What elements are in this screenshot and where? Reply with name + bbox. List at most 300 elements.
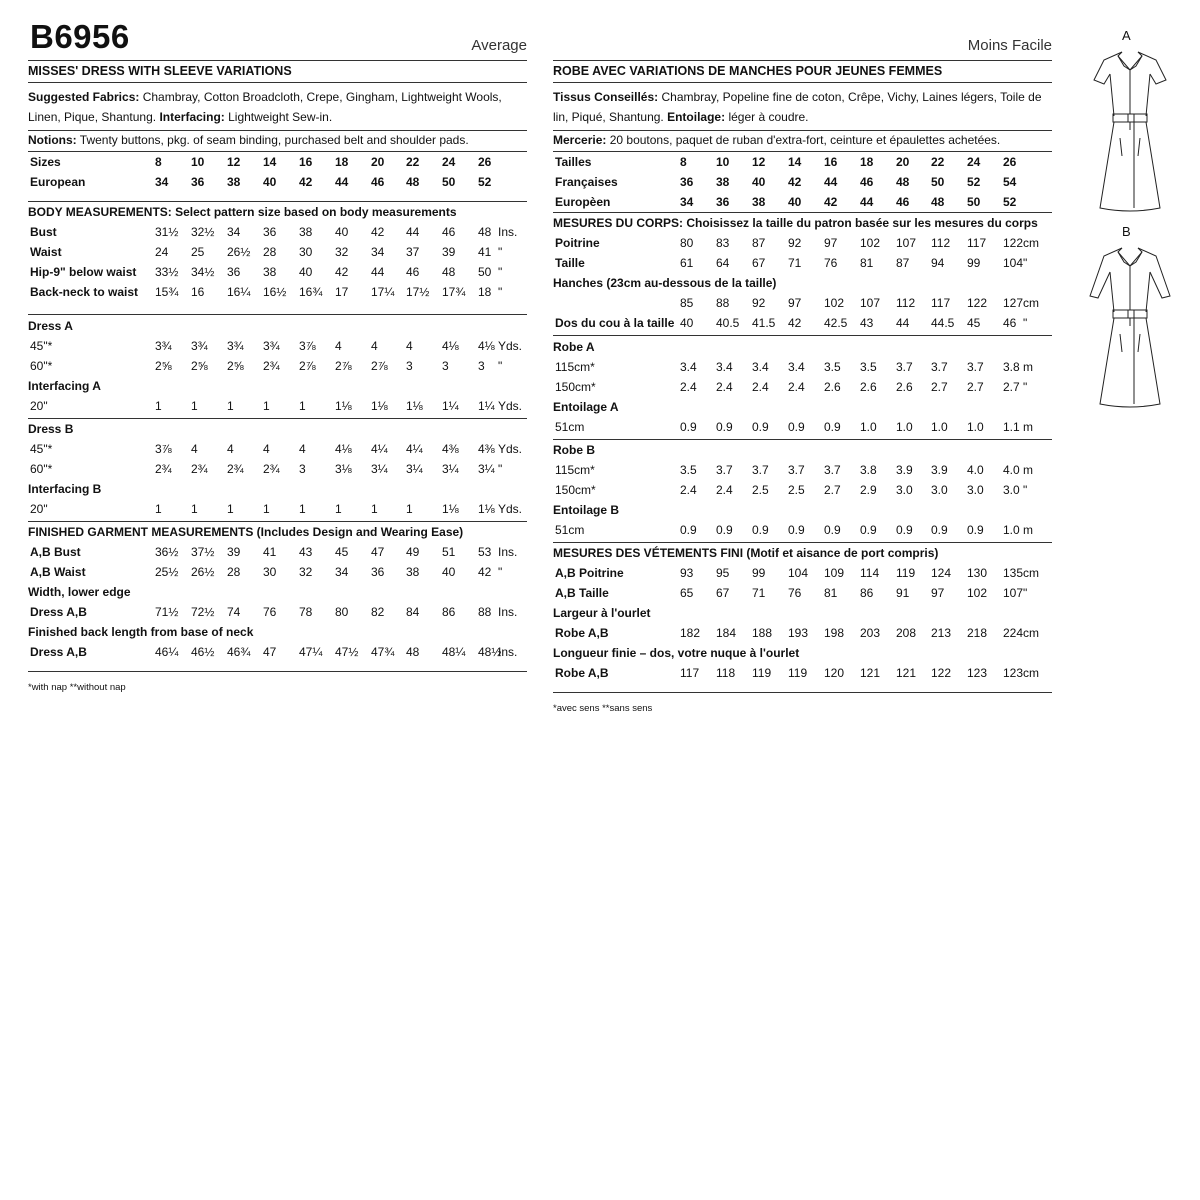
- cell-value: 1¼: [442, 398, 459, 413]
- cell-value: 36: [263, 224, 277, 239]
- robe-a-heading: Robe A: [553, 339, 595, 354]
- length-table: [28, 642, 527, 662]
- cell-value: 92: [752, 295, 766, 310]
- table-row: [553, 663, 1052, 683]
- row-label: 60"*: [30, 358, 53, 373]
- cell-value: 3: [478, 358, 485, 373]
- robe-a-yardage: [553, 357, 1052, 397]
- row-label: Back-neck to waist: [30, 284, 139, 299]
- cell-value: 41: [263, 544, 277, 559]
- dress-b-illustration: [1084, 242, 1176, 412]
- body-measurements-table: [28, 222, 527, 302]
- notions-paragraph-fr: [553, 130, 1052, 152]
- unit-label: m: [1023, 359, 1033, 374]
- cell-value: 32: [335, 244, 349, 259]
- cell-value: 4: [227, 441, 234, 456]
- cell-value: 3.7: [967, 359, 984, 374]
- cell-value: 121: [896, 665, 917, 680]
- cell-value: 2.6: [824, 379, 841, 394]
- size-cell: 36: [680, 174, 694, 189]
- cell-value: 3: [406, 358, 413, 373]
- cell-value: 81: [860, 255, 874, 270]
- row-label: 20": [30, 398, 48, 413]
- notions-text-fr: 20 boutons, paquet de ruban d'extra-fort, ceinture et épaulettes achetées.: [606, 133, 1001, 147]
- cell-value: 24: [155, 244, 169, 259]
- cell-value: 2⅞: [299, 358, 316, 373]
- entoilage-a-heading: Entoilage A: [553, 399, 619, 414]
- cell-value: 3.8: [1003, 359, 1020, 374]
- cell-value: 1: [227, 398, 234, 413]
- cell-value: 2.7: [931, 379, 948, 394]
- cell-value: 97: [931, 585, 945, 600]
- cell-value: 1: [299, 501, 306, 516]
- cell-value: 3⅛: [335, 461, 352, 476]
- cell-value: 3⅞: [155, 441, 172, 456]
- interfacing-label-fr: Entoilage:: [667, 109, 726, 124]
- cell-value: 1.1: [1003, 419, 1020, 434]
- length-table-fr: [553, 663, 1052, 683]
- cell-value: 71½: [155, 604, 179, 619]
- unit-label: m: [1023, 419, 1033, 434]
- notions-paragraph: [28, 130, 527, 152]
- size-cell: 12: [752, 154, 766, 169]
- length-heading: Finished back length from base of neck: [28, 624, 254, 639]
- cell-value: 2⅝: [227, 358, 244, 373]
- row-label: Dos du cou à la taille: [555, 315, 675, 330]
- cell-value: 2.6: [860, 379, 877, 394]
- cell-value: 53: [478, 544, 492, 559]
- table-row: [28, 459, 527, 479]
- cell-value: 93: [680, 565, 694, 580]
- size-cell: 22: [931, 154, 945, 169]
- fabrics-label-fr: Tissus Conseillés:: [553, 90, 659, 104]
- cell-value: 112: [896, 295, 916, 310]
- cell-value: 2¾: [263, 461, 280, 476]
- cell-value: 102: [824, 295, 845, 310]
- cell-value: 2.4: [716, 482, 733, 497]
- row-label: 115cm*: [555, 359, 595, 374]
- interfacing-text: Lightweight Sew-in.: [224, 109, 333, 124]
- width-table: [28, 602, 527, 622]
- cell-value: 28: [227, 564, 241, 579]
- row-label: European: [30, 174, 86, 189]
- cell-value: 1⅛: [335, 398, 352, 413]
- view-a-letter: A: [1122, 28, 1131, 43]
- cell-value: 2⅞: [371, 358, 388, 373]
- row-label: Dress A,B: [30, 604, 87, 619]
- row-label: Sizes: [30, 154, 61, 169]
- cell-value: 87: [752, 235, 766, 250]
- cell-value: 117: [931, 295, 951, 310]
- size-cell: 50: [931, 174, 945, 189]
- cell-value: 3.7: [931, 359, 948, 374]
- size-cell: 52: [478, 174, 492, 189]
- cell-value: 4¼: [371, 441, 388, 456]
- cell-value: 123: [967, 665, 988, 680]
- cell-value: 40: [299, 264, 313, 279]
- cell-value: 1.0: [1003, 522, 1020, 537]
- cell-value: 94: [931, 255, 945, 270]
- cell-value: 47¼: [299, 644, 323, 659]
- cell-value: 47: [263, 644, 277, 659]
- cell-value: 188: [752, 625, 773, 640]
- difficulty-level-fr: Moins Facile: [967, 37, 1052, 54]
- cell-value: 3.8: [860, 462, 877, 477]
- unit-label: cm: [1023, 665, 1039, 680]
- cell-value: 4⅛: [442, 338, 459, 353]
- fabrics-text: Chambray, Cotton Broadcloth, Crepe, Gingham, Lightweight Wools, Linen, Pique, Shantung.: [28, 90, 502, 124]
- cell-value: 1⅛: [371, 398, 388, 413]
- cell-value: 0.9: [752, 419, 769, 434]
- cell-value: 40.5: [716, 315, 740, 330]
- interfacing-a-heading: Interfacing A: [28, 378, 101, 393]
- cell-value: 3.7: [788, 462, 805, 477]
- cell-value: 224: [1003, 625, 1024, 640]
- cell-value: 2.6: [896, 379, 913, 394]
- row-label: Taille: [555, 255, 585, 270]
- size-cell: 10: [716, 154, 730, 169]
- robe-b-yardage: [553, 460, 1052, 500]
- size-cell: 52: [1003, 194, 1017, 209]
- cell-value: 84: [406, 604, 420, 619]
- cell-value: 72½: [191, 604, 215, 619]
- cell-value: 0.9: [860, 522, 877, 537]
- cell-value: 1.0: [967, 419, 984, 434]
- size-cell: 44: [335, 174, 349, 189]
- cell-value: 1⅛: [406, 398, 423, 413]
- cell-value: 1¼: [478, 398, 495, 413]
- cell-value: 4: [263, 441, 270, 456]
- cell-value: 4⅜: [478, 441, 495, 456]
- cell-value: 1: [227, 501, 234, 516]
- table-row: [553, 460, 1052, 480]
- cell-value: 0.9: [931, 522, 948, 537]
- unit-label: Yds.: [498, 398, 523, 413]
- cell-value: 38: [263, 264, 277, 279]
- table-row: [28, 602, 527, 622]
- cell-value: 3.7: [752, 462, 769, 477]
- cell-value: 39: [442, 244, 456, 259]
- hips-table-fr: [553, 293, 1052, 333]
- cell-value: 42.5: [824, 315, 848, 330]
- cell-value: 4⅛: [478, 338, 495, 353]
- size-cell: 50: [967, 194, 981, 209]
- cell-value: 117: [680, 665, 700, 680]
- row-label: Robe A,B: [555, 665, 609, 680]
- size-cell: 48: [406, 174, 420, 189]
- cell-value: 0.9: [716, 419, 733, 434]
- cell-value: 99: [967, 255, 981, 270]
- size-cell: 44: [860, 194, 874, 209]
- cell-value: 104: [1003, 255, 1024, 270]
- size-cell: 36: [191, 174, 205, 189]
- unit-label: m: [1023, 522, 1033, 537]
- dress-a-heading: Dress A: [28, 318, 73, 333]
- cell-value: 102: [967, 585, 988, 600]
- cell-value: 87: [896, 255, 910, 270]
- size-cell: 54: [1003, 174, 1017, 189]
- cell-value: 0.9: [680, 522, 697, 537]
- cell-value: 4: [371, 338, 378, 353]
- cell-value: 36: [371, 564, 385, 579]
- size-cell: 12: [227, 154, 241, 169]
- hips-heading-fr: Hanches (23cm au-dessous de la taille): [553, 275, 777, 290]
- cell-value: 16½: [263, 284, 287, 299]
- unit-label: cm: [1023, 625, 1039, 640]
- table-row: [553, 253, 1052, 273]
- cell-value: 1: [155, 501, 162, 516]
- cell-value: 32½: [191, 224, 215, 239]
- size-cell: 46: [860, 174, 874, 189]
- cell-value: 74: [227, 604, 241, 619]
- cell-value: 26½: [227, 244, 251, 259]
- cell-value: 121: [860, 665, 881, 680]
- size-cell: 22: [406, 154, 420, 169]
- cell-value: 4: [335, 338, 342, 353]
- french-column: [553, 0, 1052, 714]
- size-cell: 42: [299, 174, 313, 189]
- notions-label-fr: Mercerie:: [553, 133, 607, 147]
- cell-value: 0.9: [752, 522, 769, 537]
- cell-value: 44: [371, 264, 385, 279]
- unit-label: ": [498, 461, 503, 476]
- table-row: [28, 396, 527, 416]
- cell-value: 2.5: [752, 482, 769, 497]
- cell-value: 48¼: [442, 644, 466, 659]
- cell-value: 43: [860, 315, 874, 330]
- dress-b-yardage: [28, 439, 527, 479]
- table-row: [28, 499, 527, 519]
- cell-value: 99: [752, 565, 766, 580]
- cell-value: 2¾: [155, 461, 172, 476]
- cell-value: 109: [824, 565, 845, 580]
- cell-value: 16: [191, 284, 205, 299]
- cell-value: 3.4: [716, 359, 733, 374]
- row-label: Europèen: [555, 194, 611, 209]
- table-row: [28, 562, 527, 582]
- cell-value: 119: [788, 665, 808, 680]
- size-cell: 34: [680, 194, 694, 209]
- cell-value: 18: [478, 284, 492, 299]
- unit-label: m: [1023, 462, 1033, 477]
- finished-measurements-table-fr: [553, 563, 1052, 603]
- size-cell: 40: [263, 174, 277, 189]
- cell-value: 3⅞: [299, 338, 316, 353]
- entoilage-a-yardage: [553, 417, 1052, 437]
- cell-value: 46½: [191, 644, 215, 659]
- cell-value: 1: [263, 398, 270, 413]
- cell-value: 2.4: [680, 379, 697, 394]
- table-row: [553, 172, 1052, 192]
- table-row: [28, 336, 527, 356]
- size-cell: 44: [824, 174, 838, 189]
- size-cell: 42: [824, 194, 838, 209]
- cell-value: 41: [478, 244, 492, 259]
- cell-value: 114: [860, 565, 880, 580]
- size-cell: 40: [788, 194, 802, 209]
- table-row: [553, 520, 1052, 540]
- row-label: Robe A,B: [555, 625, 609, 640]
- unit-label: ": [1023, 315, 1028, 330]
- dress-a-yardage: [28, 336, 527, 376]
- unit-label: ": [498, 264, 503, 279]
- size-cell: 24: [442, 154, 456, 169]
- row-label: 45"*: [30, 338, 53, 353]
- cell-value: 119: [896, 565, 916, 580]
- cell-value: 71: [788, 255, 802, 270]
- unit-label: ": [1023, 255, 1028, 270]
- cell-value: 3.4: [680, 359, 697, 374]
- cell-value: 218: [967, 625, 988, 640]
- notions-label: Notions:: [28, 133, 77, 147]
- cell-value: 118: [716, 665, 736, 680]
- fabrics-text-fr: Chambray, Popeline fine de coton, Crêpe, Vichy, Laines légers, Toile de lin, Piqué, Shantung.: [553, 90, 1042, 124]
- finished-measurements-table: [28, 542, 527, 582]
- cell-value: 4¼: [406, 441, 423, 456]
- cell-value: 15¾: [155, 284, 179, 299]
- row-label: Hip-9" below waist: [30, 264, 137, 279]
- unit-label: ": [1023, 482, 1028, 497]
- cell-value: 119: [752, 665, 772, 680]
- cell-value: 3¼: [478, 461, 495, 476]
- length-heading-fr: Longueur finie – dos, votre nuque à l'ourlet: [553, 645, 800, 660]
- cell-value: 3.5: [824, 359, 841, 374]
- fabrics-paragraph: [28, 88, 527, 127]
- table-row: [28, 262, 527, 282]
- interfacing-text-fr: léger à coudre.: [725, 109, 809, 124]
- cell-value: 208: [896, 625, 917, 640]
- row-label: Dress A,B: [30, 644, 87, 659]
- cell-value: 123: [1003, 665, 1024, 680]
- unit-label: Ins.: [498, 544, 518, 559]
- row-label: 51cm: [555, 419, 585, 434]
- cell-value: 3.9: [931, 462, 948, 477]
- cell-value: 3¾: [191, 338, 208, 353]
- unit-label: Yds.: [498, 501, 523, 516]
- cell-value: 44.5: [931, 315, 955, 330]
- cell-value: 3.7: [896, 359, 913, 374]
- row-label: 51cm: [555, 522, 585, 537]
- cell-value: 3¾: [155, 338, 172, 353]
- cell-value: 3.7: [824, 462, 841, 477]
- cell-value: 3¼: [371, 461, 388, 476]
- cell-value: 182: [680, 625, 701, 640]
- size-cell: 48: [931, 194, 945, 209]
- size-cell: 40: [752, 174, 766, 189]
- size-cell: 18: [860, 154, 874, 169]
- width-heading-fr: Largeur à l'ourlet: [553, 605, 651, 620]
- cell-value: 3.0: [896, 482, 913, 497]
- cell-value: 40: [335, 224, 349, 239]
- cell-value: 76: [824, 255, 838, 270]
- cell-value: 1: [371, 501, 378, 516]
- view-b-letter: B: [1122, 224, 1131, 239]
- size-cell: 42: [788, 174, 802, 189]
- cell-value: 71: [752, 585, 766, 600]
- size-cell: 14: [788, 154, 802, 169]
- unit-label: ": [498, 284, 503, 299]
- cell-value: 45: [967, 315, 981, 330]
- row-label: Françaises: [555, 174, 618, 189]
- unit-label: ": [1023, 585, 1028, 600]
- entoilage-b-yardage: [553, 520, 1052, 540]
- row-label: 20": [30, 501, 48, 516]
- cell-value: 0.9: [824, 419, 841, 434]
- cell-value: 25: [191, 244, 205, 259]
- cell-value: 42: [478, 564, 492, 579]
- cell-value: 48: [478, 224, 492, 239]
- cell-value: 122: [967, 295, 988, 310]
- cell-value: 43: [299, 544, 313, 559]
- cell-value: 47½: [335, 644, 359, 659]
- cell-value: 3.0: [967, 482, 984, 497]
- fabrics-paragraph-fr: [553, 88, 1052, 127]
- cell-value: 3¾: [263, 338, 280, 353]
- footnote: *with nap **without nap: [28, 681, 126, 693]
- cell-value: 41.5: [752, 315, 776, 330]
- table-row: [28, 439, 527, 459]
- cell-value: 16¾: [299, 284, 323, 299]
- row-label: A,B Bust: [30, 544, 81, 559]
- size-cell: 18: [335, 154, 349, 169]
- cell-value: 2.7: [967, 379, 984, 394]
- cell-value: 16¼: [227, 284, 251, 299]
- cell-value: 36: [227, 264, 241, 279]
- cell-value: 44: [406, 224, 420, 239]
- cell-value: 46: [442, 224, 456, 239]
- interfacing-label: Interfacing:: [159, 109, 225, 124]
- cell-value: 46: [406, 264, 420, 279]
- cell-value: 51: [442, 544, 456, 559]
- cell-value: 1.0: [896, 419, 913, 434]
- cell-value: 48: [442, 264, 456, 279]
- cell-value: 102: [860, 235, 881, 250]
- size-cell: 48: [896, 174, 910, 189]
- cell-value: 78: [299, 604, 313, 619]
- size-cell: 8: [155, 154, 162, 169]
- cell-value: 203: [860, 625, 881, 640]
- cell-value: 49: [406, 544, 420, 559]
- cell-value: 34½: [191, 264, 215, 279]
- cell-value: 67: [752, 255, 766, 270]
- cell-value: 88: [478, 604, 492, 619]
- unit-label: cm: [1023, 295, 1039, 310]
- row-label: 115cm*: [555, 462, 595, 477]
- cell-value: 104: [788, 565, 809, 580]
- cell-value: 2.4: [752, 379, 769, 394]
- dress-b-heading: Dress B: [28, 421, 74, 436]
- cell-value: 37½: [191, 544, 215, 559]
- cell-value: 3.0: [1003, 482, 1020, 497]
- unit-label: cm: [1023, 565, 1039, 580]
- cell-value: 17¾: [442, 284, 466, 299]
- interfacing-b-heading: Interfacing B: [28, 481, 102, 496]
- cell-value: 50: [478, 264, 492, 279]
- body-measurements-heading: BODY MEASUREMENTS: Select pattern size based on body measurements: [28, 204, 457, 219]
- cell-value: 30: [299, 244, 313, 259]
- cell-value: 92: [788, 235, 802, 250]
- cell-value: 4⅜: [442, 441, 459, 456]
- cell-value: 2⅞: [335, 358, 352, 373]
- cell-value: 107: [1003, 585, 1024, 600]
- table-row: [28, 642, 527, 662]
- table-row: [28, 152, 527, 172]
- cell-value: 34: [335, 564, 349, 579]
- english-column: [28, 0, 527, 693]
- size-cell: 38: [227, 174, 241, 189]
- unit-label: cm: [1023, 235, 1039, 250]
- cell-value: 26½: [191, 564, 215, 579]
